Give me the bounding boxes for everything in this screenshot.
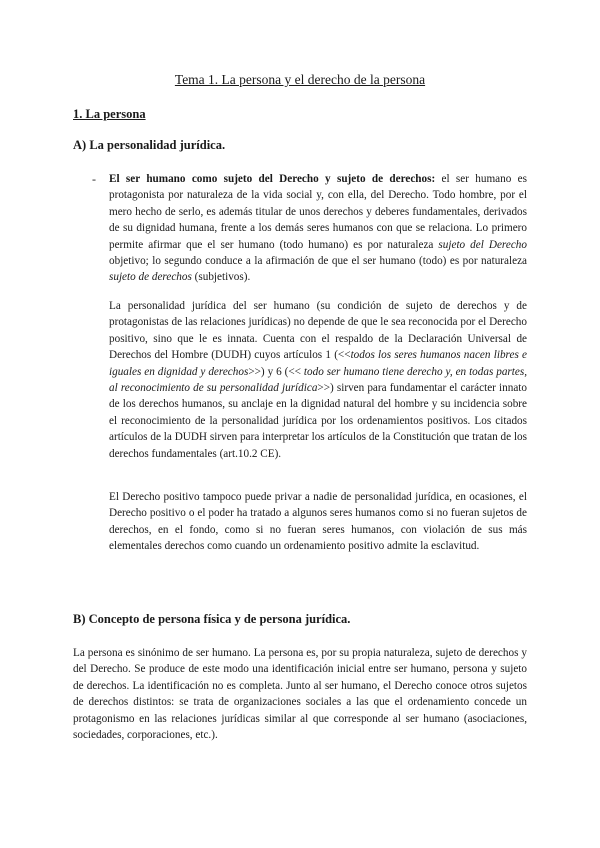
paragraph-derecho-positivo: El Derecho positivo tampoco puede privar a nadie de personalidad jurídica, en ocasiones, el Derecho positivo o el poder ha tratado a algunos seres humanos como si no fueran sujetos de derechos, en el fondo, como si no fueran seres humanos, con violación de sus más elementales derechos como cuando un ordenamiento positivo admite la esclavitud. (109, 491, 527, 553)
section-heading-la-persona: 1. La persona (73, 107, 146, 121)
paragraph-concepto-persona: La persona es sinónimo de ser humano. La persona es, por su propia naturaleza, sujeto de derechos y del Derecho. Se produce de este modo una identificación inicial entre ser humano, persona y sujeto de derechos. La identificación no es completa. Junto al ser humano, el Derecho conoce otros sujetos de derechos distintos: se trata de organizaciones sociales a las que el ordenamiento concede un protagonismo en las relaciones jurídicas similar al que corresponde al ser humano (asociaciones, sociedades, corporaciones, etc.). (73, 647, 527, 742)
italic-quote: todos los seres humanos nacen libres e iguales en dignidad y derechos (109, 349, 527, 378)
paragraph-text: el ser humano es protagonista por naturaleza de la vida social y, con ella, del Derecho. Todo hombre, por el mero hecho de serlo, es además titular de unos derechos y deberes fundamentales, derivados de su dignidad humana, frente a los demás seres humanos con que se relaciona. Lo primero permite afirmar que el ser humano (todo humano) es por naturaleza (109, 173, 527, 251)
paragraph-text: objetivo; lo segundo conduce a la afirmación de que el ser humano (todo) es por naturaleza (109, 255, 527, 268)
paragraph-lead-bold: El ser humano como sujeto del Derecho y sujeto de derechos: (109, 173, 436, 185)
paragraph-text: >>) sirven para fundamentar el carácter innato de los derechos humanos, su anclaje en la dignidad natural del hombre y su incidencia sobre el reconocimiento de la personalidad jurídica por los ordenamientos positivos. Los citados artículos de la DUDH sirven para interpretar los artículos de la Constitución que tratan de los derechos fundamentales (art.10.2 CE). (109, 382, 527, 460)
paragraph-personalidad-juridica-dudh (109, 298, 527, 462)
paragraph-text: La personalidad jurídica del ser humano (su condición de sujeto de derechos y de protagonistas de las relaciones jurídicas) no depende de que le sea reconocida por el Derecho positivo, sino que le es innata. Cuenta con el respaldo de la Declaración Universal de Derechos del Hombre (DUDH) cuyos artículos 1 (<< (109, 300, 527, 362)
subsection-heading-personalidad-juridica: A) La personalidad jurídica. (73, 138, 226, 152)
italic-quote: todo ser humano tiene derecho y, en todas partes, al reconocimiento de su personalidad jurídica (109, 365, 528, 395)
italic-term: sujeto del Derecho (438, 238, 527, 251)
paragraph-sujeto-del-derecho (109, 171, 527, 286)
italic-term: sujeto de derechos (109, 271, 192, 284)
paragraph-text: >>) y 6 (<< (248, 365, 304, 378)
document-title: Tema 1. La persona y el derecho de la persona (174, 72, 426, 87)
bullet-marker: - (92, 172, 96, 186)
subsection-heading-persona-fisica-juridica: B) Concepto de persona física y de persona jurídica. (73, 612, 351, 626)
paragraph-text: (subjetivos). (191, 271, 251, 284)
